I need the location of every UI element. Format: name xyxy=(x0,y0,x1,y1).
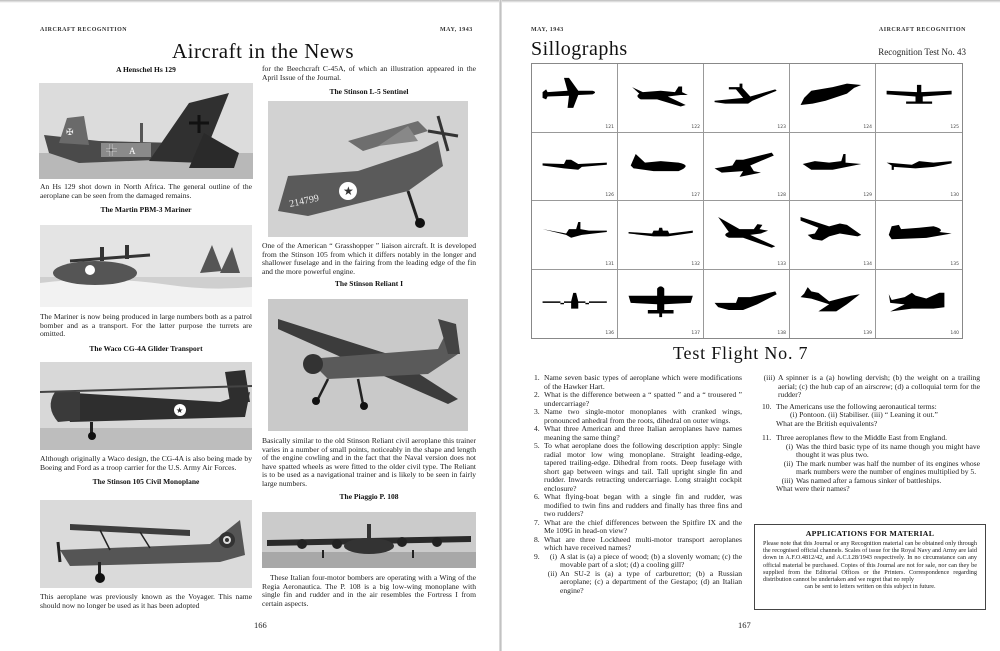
article-heading: The Stinson Reliant I xyxy=(334,279,404,289)
right-page xyxy=(502,0,1000,651)
stinson-reliant-photo xyxy=(268,299,468,431)
henschel-hs129-wreck-photo xyxy=(39,83,253,179)
stinson-105-photo xyxy=(40,500,252,588)
photo-caption: This aeroplane was previously known as the Voyager. This name should now no longer be used as it has been adopted xyxy=(40,592,252,610)
aircraft-silhouette-icon xyxy=(539,274,610,327)
question-item: 3. Name two single-motor monoplanes with cranked wings, pronounced anhedral from the roots, dihedral on outer wings. xyxy=(534,407,742,425)
aircraft-silhouette-icon xyxy=(711,137,782,190)
photo-caption: An Hs 129 shot down in North Africa. The general outline of the aeroplane can be seen from the damaged remains. xyxy=(40,182,252,200)
question-item: 1. Name seven basic types of aeroplane which were modifications of the Hawker Hart. xyxy=(534,373,742,391)
article-heading: The Stinson 105 Civil Monoplane xyxy=(92,477,200,487)
silhouette-cell: 137 xyxy=(618,270,704,339)
notice-last-line: can be sent to letters written on this subject in future. xyxy=(804,583,936,591)
article-heading: The Stinson L-5 Sentinel xyxy=(329,87,409,97)
aircraft-silhouette-icon xyxy=(539,205,610,258)
silhouette-cell: 125 xyxy=(876,64,962,133)
waco-glider-photo xyxy=(40,362,252,450)
aircraft-silhouette-icon xyxy=(625,205,696,258)
aircraft-silhouette-icon xyxy=(625,137,696,190)
recognition-test-number: Recognition Test No. 43 xyxy=(878,47,966,57)
photo-caption: One of the American “ Grasshopper ” liaison aircraft. It is developed from the Stinson 105 from which it differs notably in the longer and shallower fuselage and in the fairing from the leading edge of the fin and the more powerful engine. xyxy=(262,241,476,276)
aircraft-silhouette-icon xyxy=(539,137,610,190)
column-2 xyxy=(262,65,476,96)
running-head-left: AIRCRAFT RECOGNITION xyxy=(40,27,128,33)
question-item: 5. To what aeroplane does the following description apply: Single radial motor low wing monoplane. Straight leading-edge, tapered trailing-edge. Dihedral from roots. Deep fuselage with short gap between wings and tail. Tall upright single fin and rudder. Inwards retracting undercarriage. Long straight cockpit enclosure? xyxy=(534,441,742,493)
running-head-date: MAY, 1943 xyxy=(531,27,564,33)
silhouette-cell: 131 xyxy=(532,201,618,270)
aircraft-silhouette-icon xyxy=(883,274,955,327)
silhouette-cell: 126 xyxy=(532,133,618,202)
stinson-l5-sentinel-photo xyxy=(268,101,468,237)
silhouette-cell: 123 xyxy=(704,64,790,133)
silhouette-cell: 122 xyxy=(618,64,704,133)
question-item: 2. What is the difference between a “ spatted ” and a “ trousered ” undercarriage? xyxy=(534,390,742,408)
question-item: 11. Three aeroplanes flew to the Middle East from England. xyxy=(762,433,948,442)
question-sub-item: (i) Was the third basic type of its name though you might have thought it was plus two. xyxy=(785,441,980,459)
silhouette-cell: 124 xyxy=(790,64,876,133)
test-flight-title: Test Flight No. 7 xyxy=(673,343,809,363)
silhouette-cell: 130 xyxy=(876,133,962,202)
aircraft-silhouette-icon xyxy=(883,137,955,190)
notice-title: APPLICATIONS FOR MATERIAL xyxy=(805,529,935,538)
article-heading: The Piaggio P. 108 xyxy=(339,491,399,501)
aircraft-silhouette-icon xyxy=(797,274,868,327)
question-item: 6. What flying-boat began with a single fin and rudder, was modified to twin fins and rudders and finally has three fins and two rudders? xyxy=(534,492,742,518)
question-item: 9. (i) A slat is (a) a piece of wood; (b) a slovenly woman; (c) the movable part of a slot; (d) a cooling gill? (ii) An SU-2 is (a) a type of carburettor; (b) a Russian aeroplane; (c) a department of the Gestapo; (d) an Italian engine? xyxy=(534,551,742,595)
silhouette-grid xyxy=(531,63,963,339)
page-number: 166 xyxy=(254,620,267,630)
svg-text:A: A xyxy=(129,146,136,156)
aircraft-silhouette-icon xyxy=(711,68,782,121)
article-heading: The Waco CG-4A Glider Transport xyxy=(89,343,203,353)
aircraft-silhouette-icon xyxy=(625,274,696,327)
photo-caption: The Mariner is now being produced in large numbers both as a patrol bomber and as a transport. For the latter purpose the turrets are omitted. xyxy=(40,312,252,339)
photo-caption: These Italian four-motor bombers are operating with a Wing of the Regia Aeronautica. The P. 108 is a big low-wing monoplane with single fin and rudder and in the air resembles the Fortress I from certain aspects. xyxy=(262,573,476,608)
page-number: 167 xyxy=(738,620,751,630)
svg-text:✠: ✠ xyxy=(66,127,74,137)
question-item: 4. What three American and three Italian aeroplanes have names meaning the same thing? xyxy=(534,424,742,442)
applications-notice-box xyxy=(754,524,986,610)
svg-text:★: ★ xyxy=(343,184,354,198)
silhouette-cell: 139 xyxy=(790,270,876,339)
page-title: Aircraft in the News xyxy=(172,39,355,63)
aircraft-silhouette-icon xyxy=(883,205,955,258)
silhouette-cell: 133 xyxy=(704,201,790,270)
silhouette-cell: 132 xyxy=(618,201,704,270)
continuation-text: for the Beechcraft C-45A, of which an illustration appeared in the April Issue of the Journal. xyxy=(262,64,476,82)
silhouette-cell: 128 xyxy=(704,133,790,202)
silhouette-cell: 140 xyxy=(876,270,962,339)
notice-body: Please note that this Journal or any Recognition material can be obtained only through the recognised official channels. Scales of issue for the Royal Navy and Army are laid down in A.F.O.4812/42, and A.C.I.28/1943 respectively. In no circumstance can any official material be purchased. Copies of this Journal are not for sale, nor can they be supplied from the Editorial Offices or the Printers. Correspondence regarding distribution cannot be undertaken and we regret that no reply xyxy=(763,540,977,584)
aircraft-silhouette-icon xyxy=(711,274,782,327)
question-sub-item: (iii) A spinner is a (a) howling dervish; (b) the weight on a trailing aerial; (c) the hub cap of an airscrew; (d) a colloquial term for the rudder? xyxy=(763,373,980,399)
running-head-date: MAY, 1943 xyxy=(440,27,473,33)
silhouette-cell: 135 xyxy=(876,201,962,270)
article-heading: A Henschel Hs 129 xyxy=(116,65,176,74)
aircraft-silhouette-icon xyxy=(711,205,782,258)
martin-mariner-flying-boat-photo xyxy=(40,225,252,307)
question-sub-item: (iii) Was named after a famous sinker of battleships. xyxy=(781,475,942,485)
aircraft-silhouette-icon xyxy=(625,68,696,121)
question-item: 7. What are the chief differences between the Spitfire IX and the Me 109G in head-on view? xyxy=(534,517,742,535)
silhouette-cell: 127 xyxy=(618,133,704,202)
silhouette-cell: 121 xyxy=(532,64,618,133)
silhouette-cell: 138 xyxy=(704,270,790,339)
silhouette-cell: 129 xyxy=(790,133,876,202)
aircraft-silhouette-icon xyxy=(797,68,868,121)
photo-caption: Although originally a Waco design, the CG-4A is also being made by Boeing and Ford as a troop carrier for the U.S. Army Air Forces. xyxy=(40,454,252,472)
piaggio-p108-photo xyxy=(262,512,476,568)
running-head-right: AIRCRAFT RECOGNITION xyxy=(878,27,966,33)
questions-column-2: (iii) A spinner is a (a) howling dervish; (b) the weight on a trailing aerial; (c) the hub cap of an airscrew; (d) a colloquial term for the rudder? 10. The Americans use the following aeronautical terms: (i) Pontoon. (ii) Stabiliser. (iii) “ Leaning it out.” What are the British equivalents? 11. Three aeroplanes flew to the Middle East from England. (i) Was the third basic type of its name though you might have thought it was plus two. (ii) The mark number was half the number of its engines whose mark numbers were the number of engines multiplied by 5. (iii) Was named after a famous sinker of battleships. What were their names? xyxy=(762,373,980,493)
silhouette-cell: 134 xyxy=(790,201,876,270)
aircraft-silhouette-icon xyxy=(539,68,610,121)
aircraft-silhouette-icon xyxy=(883,68,955,121)
aircraft-silhouette-icon xyxy=(797,137,868,190)
aircraft-serial: 214799 xyxy=(288,192,320,210)
question-item: 8. What are three Lockheed multi-motor transport aeroplanes which have received names? xyxy=(534,534,742,552)
silhouette-cell: 136 xyxy=(532,270,618,339)
photo-caption: Basically similar to the old Stinson Reliant civil aeroplane this trainer varies in a number of small points, noticeably in the shape and length of the engine cowling and in the fact that the Naval version does not have spatted wheels as were fitted to the older civil type. The Reliant is to be used as a navigational trainer and is likely to be seen in fairly large numbers. xyxy=(262,436,476,488)
column-1 xyxy=(40,65,252,84)
page-title: Sillographs xyxy=(531,38,628,60)
svg-text:★: ★ xyxy=(176,406,184,415)
questions-column-1 xyxy=(534,374,742,595)
question-sub-item: (ii) The mark number was half the number of its engines whose mark numbers were the number of engines multiplied by 5. xyxy=(783,458,980,476)
aircraft-silhouette-icon xyxy=(797,205,868,258)
question-item: 10. The Americans use the following aeronautical terms: xyxy=(762,401,937,411)
article-heading: The Martin PBM-3 Mariner xyxy=(100,205,192,215)
